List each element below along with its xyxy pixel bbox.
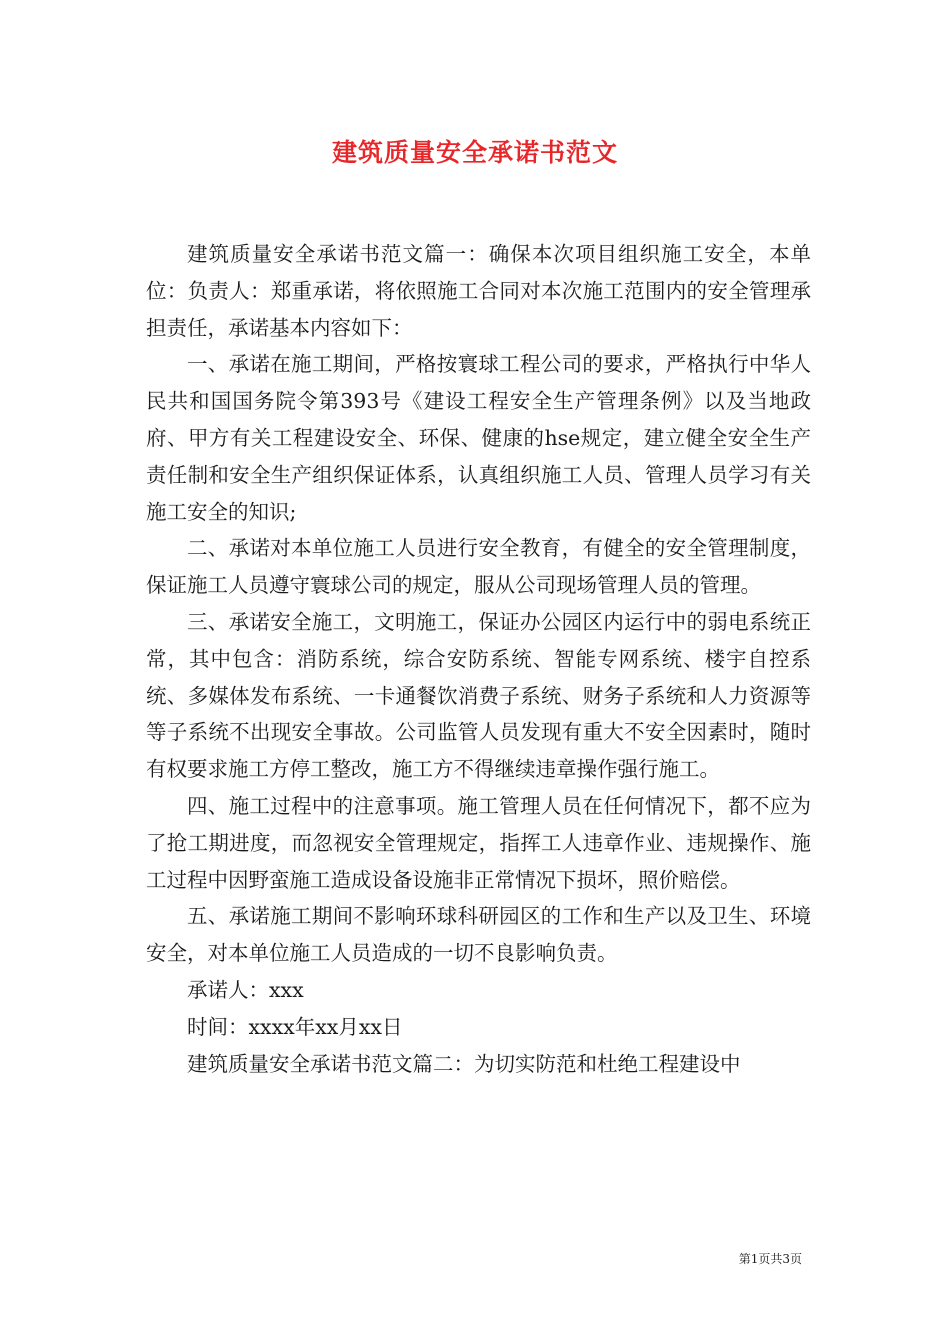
paragraph-item-3: 三、承诺安全施工，文明施工，保证办公园区内运行中的弱电系统正常，其中包含：消防系统，综合安防系统、智能专网系统、楼宇自控系统、多媒体发布系统、一卡通餐饮消费子系统、财务子系统和人力资源等等子系统不出现安全事故。公司监管人员发现有重大不安全因素时，随时有权要求施工方停工整改，施工方不得继续违章操作强行施工。 (146, 609, 811, 782)
page-number: 第1页共3页 (738, 1252, 802, 1266)
paragraph-item-2: 二、承诺对本单位施工人员进行安全教育，有健全的安全管理制度，保证施工人员遵守寰球公司的规定，服从公司现场管理人员的管理。 (146, 536, 811, 598)
paragraph-intro: 建筑质量安全承诺书范文篇一：确保本次项目组织施工安全，本单位：负责人：郑重承诺，将依照施工合同对本次施工范围内的安全管理承担责任，承诺基本内容如下： (146, 242, 811, 340)
paragraph-item-5: 五、承诺施工期间不影响环球科研园区的工作和生产以及卫生、环境安全，对本单位施工人员造成的一切不良影响负责。 (146, 904, 811, 966)
document-body (146, 236, 811, 1082)
date-line: 时间：xxxx年xx月xx日 (187, 1014, 403, 1039)
paragraph-item-4: 四、施工过程中的注意事项。施工管理人员在任何情况下，都不应为了抢工期进度，而忽视安全管理规定，指挥工人违章作业、违规操作、施工过程中因野蛮施工造成设备设施非正常情况下损坏，照价赔偿。 (146, 793, 811, 892)
document-title: 建筑质量安全承诺书范文 (331, 138, 618, 167)
signatory-line: 承诺人：xxx (187, 977, 304, 1002)
paragraph-item-1: 一、承诺在施工期间，严格按寰球工程公司的要求，严格执行中华人民共和国国务院令第393号《建设工程安全生产管理条例》以及当地政府、甲方有关工程建设安全、环保、健康的hse规定，建立健全安全生产责任制和安全生产组织保证体系，认真组织施工人员、管理人员学习有关施工安全的知识; (146, 352, 811, 524)
paragraph-part-2: 建筑质量安全承诺书范文篇二：为切实防范和杜绝工程建设中 (187, 1051, 741, 1076)
